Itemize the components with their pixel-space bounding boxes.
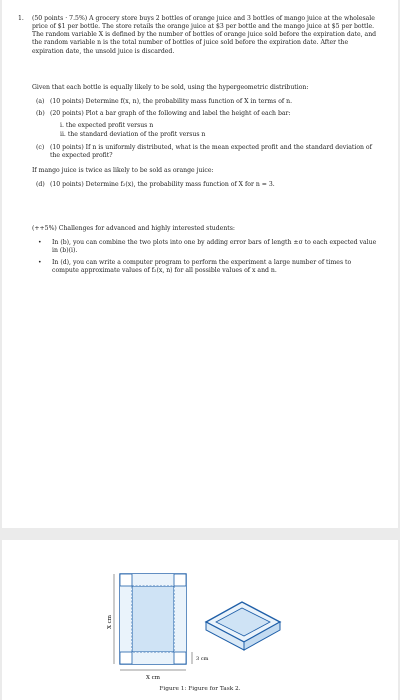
part-d-label: (d) [36,181,45,188]
problem-number: 1. [18,15,24,22]
side-label: X cm [107,615,113,629]
figure-box-diagram [2,540,398,700]
folded-box-diagram [206,602,280,650]
problem-intro [18,15,378,56]
document-page-1 [2,0,398,528]
mango-statement: If mango juice is twice as likely to be sold as orange juice: [32,167,214,174]
corner-cut [120,652,132,664]
bottom-label: X cm [146,675,160,681]
part-a-text: (10 points) Determine f(x, n), the probability mass function of X in terms of n. [50,98,293,105]
corner-cut [120,574,132,586]
figure-caption: Figure 1: Figure for Task 2. [159,686,241,692]
net-flap-right [174,586,186,652]
part-b-item-i: i. the expected profit versus n [60,122,154,129]
part-c-label: (c) [36,144,45,151]
part-b-item-ii: ii. the standard deviation of the profit versus n [60,131,206,138]
part-b [36,110,378,118]
part-d [36,181,378,189]
challenge-bullet-2 [38,259,378,275]
part-b-text: (20 points) Plot a bar graph of the following and label the height of each bar: [50,110,291,117]
box-net-diagram [107,574,209,681]
corner-cut [174,652,186,664]
bullet-icon: • [38,259,42,266]
net-flap-top [132,574,174,586]
challenges-heading: (++5%) Challenges for advanced and highly interested students: [32,225,235,232]
document-page-2 [2,540,398,700]
part-b-label: (b) [36,110,45,117]
part-a-label: (a) [36,98,45,105]
challenge-bullet-1-text: In (b), you can combine the two plots into one by adding error bars of length ±σ to each expected value in (b)(i). [52,239,377,255]
given-statement: Given that each bottle is equally likely to be sold, using the hypergeometric distribution: [32,84,309,91]
net-flap-bottom [132,652,174,664]
corner-cut [174,574,186,586]
corner-label: 3 cm [196,656,209,662]
problem-intro-text: (50 points · 7.5%) A grocery store buys 2 bottles of orange juice and 3 bottles of mango juice at the wholesale price of $1 per bottle. The store retails the orange juice at $3 per bottle and the mango juice at $5 per bottle. The random variable X is defined by the number of bottles of orange juice sold before the expiration date, and the random variable n is the total number of bottles of juice sold before the expiration date. After the expiration date, the unsold juice is discarded. [32,15,377,55]
part-c-text: (10 points) If n is uniformly distributed, what is the mean expected profit and the standard deviation of the expected profit? [50,144,372,160]
bullet-icon: • [38,239,42,246]
part-a [36,98,378,106]
challenge-bullet-2-text: In (d), you can write a computer program to perform the experiment a large number of times to compute approximate values of f₂(x, n) for all possible values of x and n. [52,259,352,275]
net-flap-left [120,586,132,652]
part-c [36,144,378,160]
challenge-bullet-1 [38,239,378,255]
net-base [132,586,174,652]
part-d-text: (10 points) Determine f₂(x), the probability mass function of X for n = 3. [50,181,275,188]
